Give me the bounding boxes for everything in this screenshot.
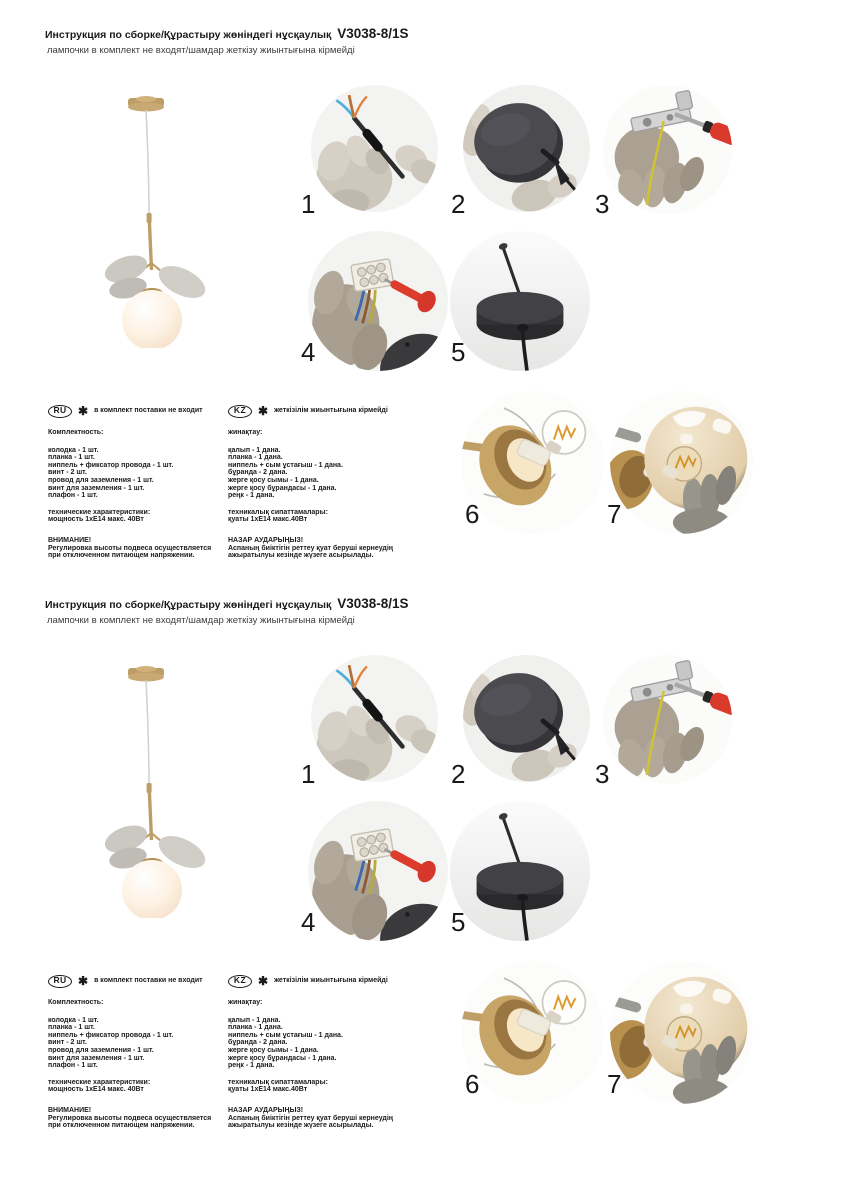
kit-item: винт - 2 шт. [48,469,87,477]
photo-step-6-bulb-into-socket [461,961,604,1104]
kit-item: жерге қосу сымы - 1 дана. [228,476,319,484]
kit-item: ниппель + фиксатор провода - 1 шт. [48,1031,174,1039]
page-title [45,596,409,611]
photo-step-2-canopy-nipple [463,85,590,212]
photo-step-6-bulb-into-socket [461,391,604,534]
step-2-illustration [463,85,590,212]
product-photo-pendant-lamp [88,662,238,918]
asterisk-icon: ✱ [258,974,269,988]
ru-tech-value: мощность 1xE14 макс. 40Вт [48,1086,144,1094]
kit-item: бұранда - 2 дана. [228,469,288,477]
ru-kit-list [48,1017,224,1070]
kz-tech-title: техникалық сипаттамалары: [228,1078,328,1086]
step-number-4: 4 [301,337,316,367]
ru-warning-title: ВНИМАНИЕ! [48,536,92,544]
ru-language-badge: RU [48,975,72,988]
step-3-illustration [603,85,732,214]
kit-item: ниппель + сым ұстағыш - 1 дана. [228,1031,343,1039]
ru-kit-title: Комплектность: [48,429,104,436]
asterisk-icon: ✱ [78,404,89,418]
ru-tech-specs [48,1079,224,1094]
kz-kit-title: жинақтау: [228,999,263,1006]
title-text: Инструкция по сборке/Құрастыру жөніндегі нұсқаулық [45,599,332,611]
photo-step-3-bracket-ground-wire [603,85,732,214]
step-4-illustration [308,231,448,371]
photo-step-4-terminal-block [308,801,448,941]
ru-tech-title: технические характеристики: [48,1078,151,1086]
pendant-lamp-illustration [88,662,238,918]
kit-item: винт для заземления - 1 шт. [48,1054,145,1062]
kit-item: винт - 2 шт. [48,1039,87,1047]
kz-section [228,974,440,1130]
kit-item: планка - 1 шт. [48,1024,95,1032]
kz-header-row [228,404,440,418]
photo-step-1-cord-grip [311,85,438,212]
step-number-2: 2 [451,189,466,219]
step-6-illustration [461,391,604,534]
ru-warning [48,1107,224,1130]
kit-item: провод для заземления - 1 шт. [48,476,154,484]
kz-kit-list [228,1017,440,1070]
kz-section [228,404,440,560]
photo-step-2-canopy-nipple [463,655,590,782]
kit-item: реңк - 1 дана. [228,1062,275,1070]
step-1-illustration [311,655,438,782]
kit-item: колодка - 1 шт. [48,1016,99,1024]
step-number-6: 6 [465,499,480,529]
step-number-7: 7 [607,1069,622,1099]
ru-warning-text: Регулировка высоты подвеса осуществляется при отключенном питающем напряжении. [48,1114,212,1130]
kz-warning-title: НАЗАР АУДАРЫҢЫЗ! [228,1106,304,1114]
kit-item: жерге қосу бұрандасы - 1 дана. [228,484,337,492]
kit-item: қалып - 1 дана. [228,446,281,454]
step-5-illustration [450,801,590,941]
step-3-illustration [603,655,732,784]
ru-section [48,974,224,1130]
pendant-lamp-illustration [88,92,238,348]
photo-step-1-cord-grip [311,655,438,782]
ru-warning-text: Регулировка высоты подвеса осуществляется при отключенном питающем напряжении. [48,544,212,560]
ru-tech-specs [48,509,224,524]
title-text: Инструкция по сборке/Құрастыру жөніндегі нұсқаулық [45,29,332,41]
step-number-5: 5 [451,337,466,367]
step-4-illustration [308,801,448,941]
page-title [45,26,409,41]
ru-language-badge: RU [48,405,72,418]
photo-step-5-mounted-canopy [450,231,590,371]
ru-header-row [48,404,224,418]
kz-kit-list [228,447,440,500]
kz-not-included-note: жеткізілім жиынтығына кірмейді [274,407,388,415]
ru-tech-title: технические характеристики: [48,508,151,516]
photo-step-5-mounted-canopy [450,801,590,941]
ru-warning [48,537,224,560]
step-5-illustration [450,231,590,371]
step-number-4: 4 [301,907,316,937]
kit-item: жерге қосу бұрандасы - 1 дана. [228,1054,337,1062]
ru-warning-title: ВНИМАНИЕ! [48,1106,92,1114]
kz-kit-title: жинақтау: [228,429,263,436]
asterisk-icon: ✱ [258,404,269,418]
step-1-illustration [311,85,438,212]
step-number-5: 5 [451,907,466,937]
kz-warning [228,537,440,560]
kit-item: планка - 1 шт. [48,454,95,462]
kz-tech-specs [228,1079,440,1094]
kit-item: планка - 1 дана. [228,1024,283,1032]
step-number-3: 3 [595,759,610,789]
kz-tech-title: техникалық сипаттамалары: [228,508,328,516]
kit-item: провод для заземления - 1 шт. [48,1046,154,1054]
kit-item: колодка - 1 шт. [48,446,99,454]
kz-tech-value: қуаты 1xE14 макс.40Вт [228,516,308,524]
kz-header-row [228,974,440,988]
step-7-illustration [610,391,753,534]
step-number-1: 1 [301,189,316,219]
kit-item: планка - 1 дана. [228,454,283,462]
kit-item: ниппель + фиксатор провода - 1 шт. [48,461,174,469]
kit-item: жерге қосу сымы - 1 дана. [228,1046,319,1054]
asterisk-icon: ✱ [78,974,89,988]
kit-item: плафон - 1 шт. [48,492,98,500]
kz-warning-text: Аспаның биіктігін реттеу қуат беруші кернеудің ажыратылуы кезінде жүзеге асырылады. [228,544,394,560]
step-7-illustration [610,961,753,1104]
step-2-illustration [463,655,590,782]
instruction-page [0,570,849,1140]
kz-language-badge: KZ [228,405,252,418]
photo-step-7-glass-globe [610,961,753,1104]
kit-item: плафон - 1 шт. [48,1062,98,1070]
ru-section [48,404,224,560]
kz-not-included-note: жеткізілім жиынтығына кірмейді [274,977,388,985]
kit-item: қалып - 1 дана. [228,1016,281,1024]
kz-tech-specs [228,509,440,524]
ru-tech-value: мощность 1xE14 макс. 40Вт [48,516,144,524]
model-number: V3038-8/1S [337,26,409,41]
kit-item: бұранда - 2 дана. [228,1039,288,1047]
step-number-2: 2 [451,759,466,789]
kz-warning-title: НАЗАР АУДАРЫҢЫЗ! [228,536,304,544]
kz-warning [228,1107,440,1130]
kit-item: винт для заземления - 1 шт. [48,484,145,492]
photo-step-3-bracket-ground-wire [603,655,732,784]
photo-step-7-glass-globe [610,391,753,534]
step-number-1: 1 [301,759,316,789]
step-number-7: 7 [607,499,622,529]
kz-tech-value: қуаты 1xE14 макс.40Вт [228,1086,308,1094]
subtitle-note: лампочки в комплект не входят/шамдар жеткізу жиынтығына кірмейді [47,45,355,56]
subtitle-note: лампочки в комплект не входят/шамдар жеткізу жиынтығына кірмейді [47,615,355,626]
kit-item: реңк - 1 дана. [228,492,275,500]
kz-warning-text: Аспаның биіктігін реттеу қуат беруші кернеудің ажыратылуы кезінде жүзеге асырылады. [228,1114,394,1130]
ru-kit-title: Комплектность: [48,999,104,1006]
ru-not-included-note: в комплект поставки не входит [94,977,203,985]
ru-kit-list [48,447,224,500]
ru-header-row [48,974,224,988]
product-photo-pendant-lamp [88,92,238,348]
photo-step-4-terminal-block [308,231,448,371]
model-number: V3038-8/1S [337,596,409,611]
kz-language-badge: KZ [228,975,252,988]
step-number-3: 3 [595,189,610,219]
step-number-6: 6 [465,1069,480,1099]
ru-not-included-note: в комплект поставки не входит [94,407,203,415]
instruction-page [0,0,849,570]
step-6-illustration [461,961,604,1104]
kit-item: ниппель + сым ұстағыш - 1 дана. [228,461,343,469]
